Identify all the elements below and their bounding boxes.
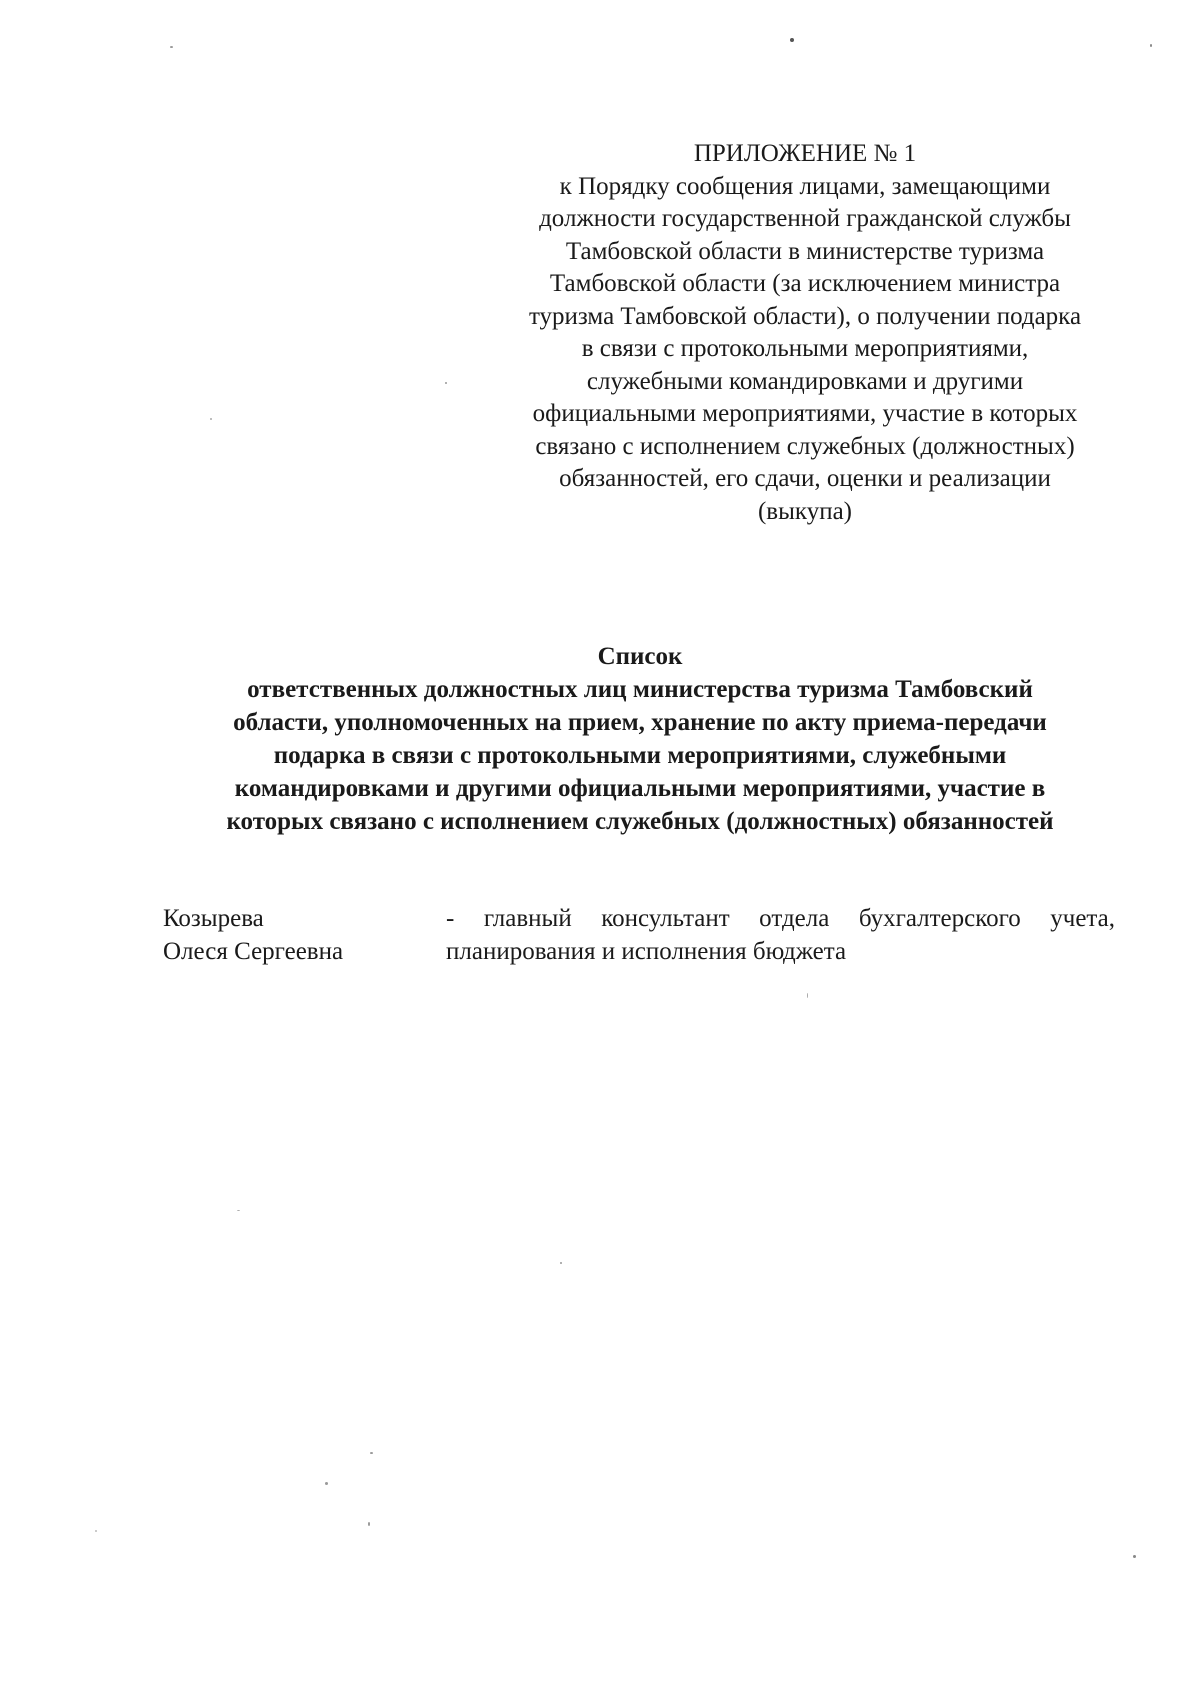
- position-line: планирования и исполнения бюджета: [446, 938, 847, 965]
- position-line: - главный консультант отдела бухгалтерского учета,: [446, 905, 1115, 932]
- person-given-names: Олеся Сергеевна: [163, 938, 344, 965]
- scan-speck: [370, 1452, 373, 1454]
- appendix-text-line: должности государственной гражданской службы: [539, 205, 1071, 232]
- scan-speck: [807, 993, 808, 998]
- scan-speck: [325, 1482, 328, 1485]
- appendix-text-line: к Порядку сообщения лицами, замещающими: [559, 172, 1051, 200]
- list-title-line: области, уполномоченных на прием, хранение по акту приема-передачи: [233, 709, 1047, 736]
- list-heading: [160, 640, 1120, 838]
- list-title-line: ответственных должностных лиц министерства туризма Тамбовский: [247, 676, 1033, 703]
- list-title-line: подарка в связи с протокольными мероприятиями, служебными: [273, 742, 1007, 769]
- appendix-text-line: (выкупа): [757, 497, 853, 525]
- appendix-text-line: Тамбовской области в министерстве туризма: [565, 237, 1045, 265]
- appendix-text-line: Тамбовской области (за исключением министра: [549, 270, 1061, 297]
- appendix-text-line: обязанностей, его сдачи, оценки и реализации: [559, 465, 1051, 492]
- list-title-line: которых связано с исполнением служебных (должностных) обязанностей: [226, 808, 1054, 835]
- appendix-text-line: связано с исполнением служебных (должностных): [535, 432, 1075, 460]
- appendix-text-line: туризма Тамбовской области), о получении подарка: [528, 302, 1082, 330]
- appendix-text-line: служебными командировками и другими: [586, 367, 1024, 395]
- scan-speck: [1150, 44, 1152, 47]
- appendix-text-line: в связи с протокольными мероприятиями,: [581, 335, 1029, 362]
- person-position: [446, 902, 1115, 968]
- scan-speck: [95, 1530, 97, 1532]
- appendix-header: [480, 138, 1130, 528]
- person-name: [163, 902, 433, 968]
- scan-speck: [210, 418, 212, 420]
- scan-speck: [170, 46, 173, 48]
- appendix-title: ПРИЛОЖЕНИЕ № 1: [693, 140, 917, 167]
- scan-speck: [445, 382, 447, 384]
- scan-speck: [368, 1522, 370, 1526]
- list-title-word: Список: [597, 643, 683, 670]
- scan-speck: [1133, 1555, 1136, 1558]
- scan-speck: [237, 1210, 240, 1211]
- list-title-line: командировками и другими официальными мероприятиями, участие в: [234, 775, 1046, 802]
- scan-speck: [560, 1262, 562, 1264]
- scan-speck: [790, 38, 794, 42]
- appendix-text-line: официальными мероприятиями, участие в которых: [532, 400, 1078, 427]
- person-surname: Козырева: [163, 905, 264, 932]
